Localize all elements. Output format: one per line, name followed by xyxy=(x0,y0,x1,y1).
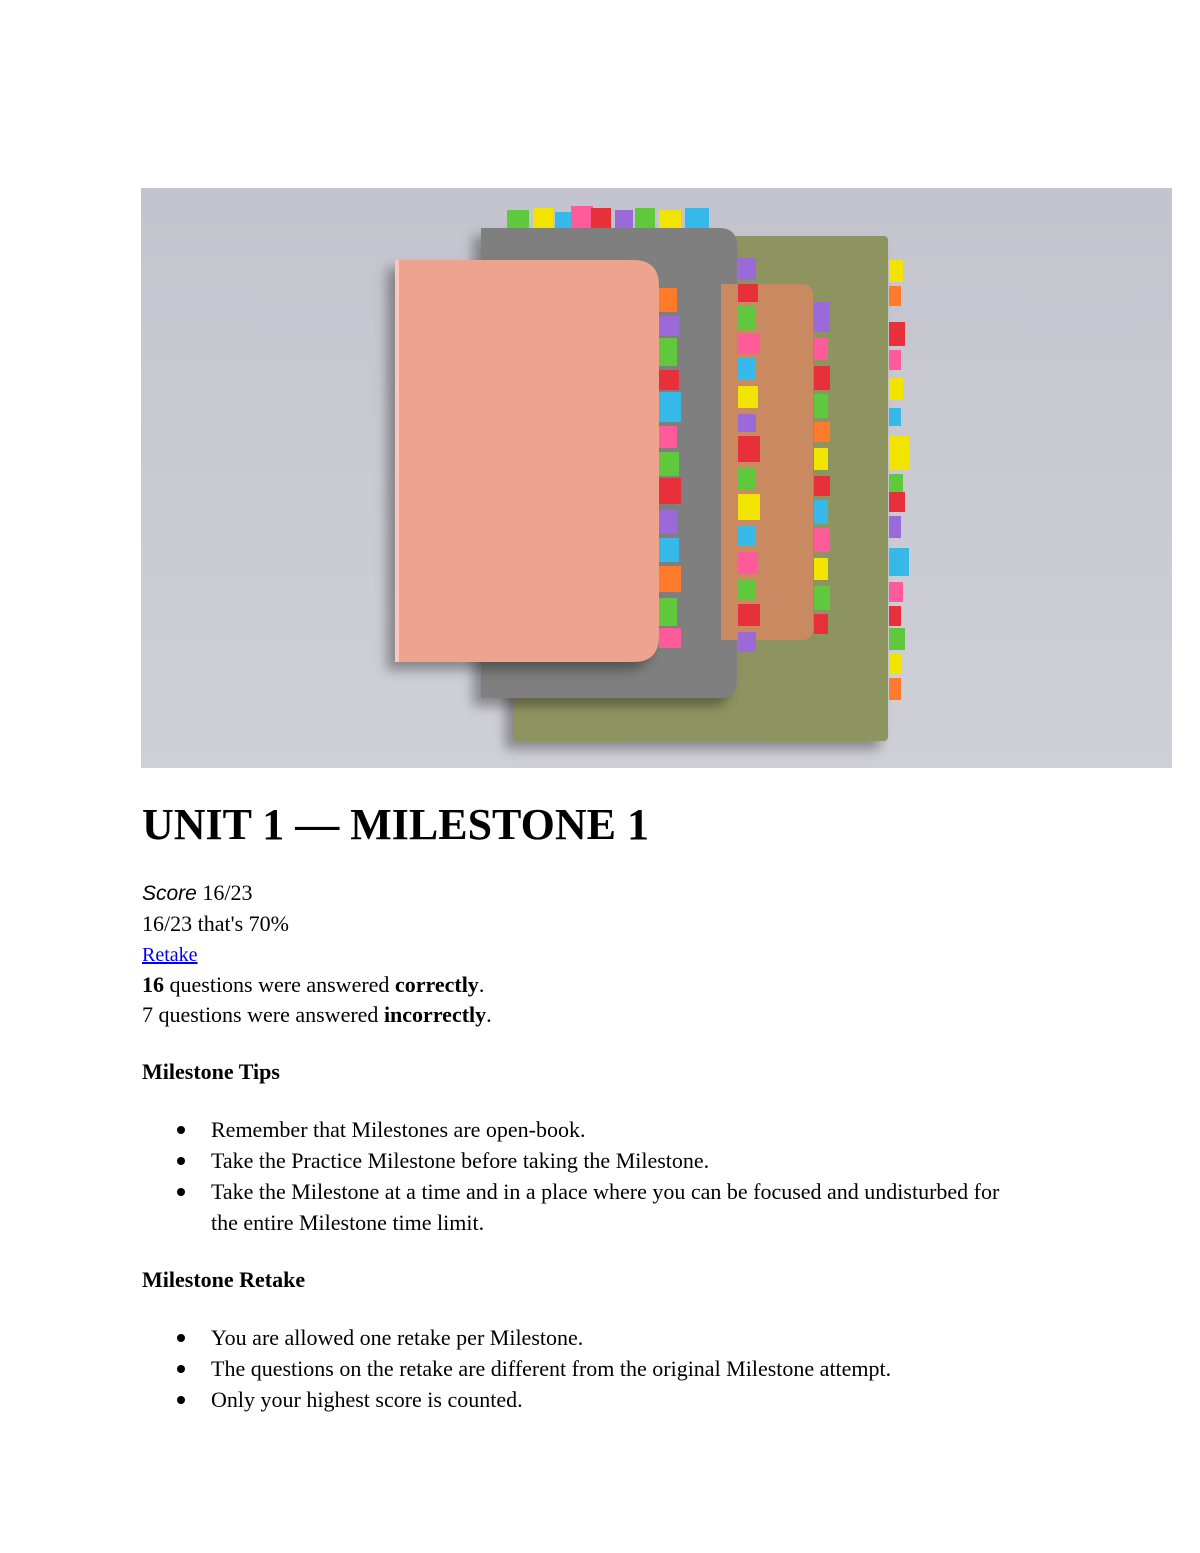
score-block xyxy=(142,878,1102,1030)
bullet-icon xyxy=(177,1188,185,1196)
list-item xyxy=(211,1322,1031,1353)
retake-link[interactable]: Retake xyxy=(142,944,198,966)
list-item xyxy=(211,1353,1031,1384)
correct-count: 16 xyxy=(142,972,164,997)
incorrect-count: 7 xyxy=(142,1002,153,1027)
list-item xyxy=(211,1176,1031,1238)
bullet-icon xyxy=(177,1365,185,1373)
list-item xyxy=(211,1384,1031,1415)
score-label: Score xyxy=(142,882,197,905)
hero-image xyxy=(141,188,1172,768)
tips-heading: Milestone Tips xyxy=(142,1059,280,1084)
tan-notebook xyxy=(721,284,813,640)
milestone-results xyxy=(142,800,1102,1415)
score-line xyxy=(142,878,1102,909)
bullet-icon xyxy=(177,1334,185,1342)
list-item-text: You are allowed one retake per Milestone. xyxy=(211,1325,584,1350)
correct-word: correctly xyxy=(394,972,479,997)
list-item-text: Only your highest score is counted. xyxy=(211,1387,523,1412)
incorrect-period: . xyxy=(486,1002,492,1027)
bullet-icon xyxy=(177,1157,185,1165)
retake-list xyxy=(142,1322,1102,1415)
score-summary: 16/23 that's 70% xyxy=(142,911,289,936)
retake-heading: Milestone Retake xyxy=(142,1267,306,1292)
incorrect-summary xyxy=(142,1000,1102,1030)
incorrect-text: questions were answered xyxy=(153,1002,384,1027)
correct-period: . xyxy=(478,972,485,997)
page-title: UNIT 1 — MILESTONE 1 xyxy=(142,800,649,849)
notebooks-illustration xyxy=(141,188,1172,768)
bullet-icon xyxy=(177,1396,185,1404)
list-item xyxy=(211,1145,1031,1176)
list-item-text: Take the Milestone at a time and in a place where you can be focused and undisturbed for the entire Milestone time limit. xyxy=(211,1179,1000,1235)
correct-text: questions were answered xyxy=(164,972,395,997)
retake-line xyxy=(142,939,1102,970)
list-item-text: Take the Practice Milestone before taking the Milestone. xyxy=(211,1148,710,1173)
bullet-icon xyxy=(177,1126,185,1134)
list-item xyxy=(211,1114,1031,1145)
incorrect-word: incorrectly xyxy=(383,1002,487,1027)
score-value: 16/23 xyxy=(202,880,253,905)
tips-list xyxy=(142,1114,1102,1238)
list-item-text: The questions on the retake are different from the original Milestone attempt. xyxy=(211,1356,892,1381)
list-item-text: Remember that Milestones are open-book. xyxy=(211,1117,586,1142)
pink-notebook xyxy=(395,260,659,662)
correct-summary xyxy=(142,970,1102,1000)
